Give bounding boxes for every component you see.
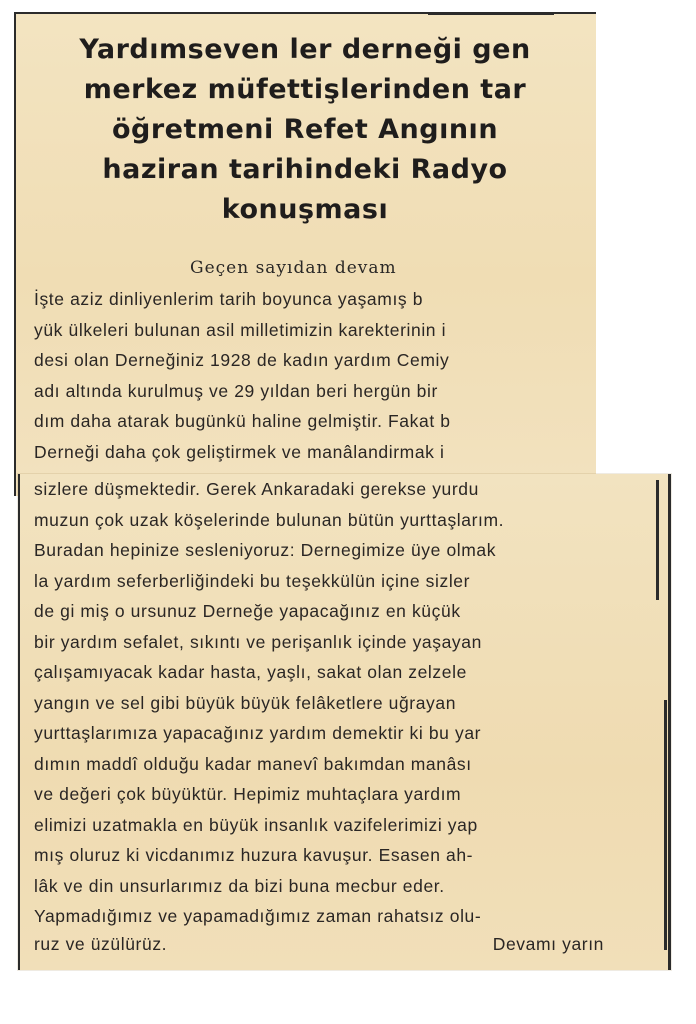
headline-line: öğretmeni Refet Angının xyxy=(111,114,499,145)
body-line: Yapmadığımız ve yapamadığımız zaman rahatsız olu- xyxy=(34,906,482,926)
body-line: desi olan Derneğiniz 1928 de kadın yardım Cemiy xyxy=(34,350,450,370)
body-line: bir yardım sefalet, sıkıntı ve perişanlık içinde yaşayan xyxy=(34,631,482,652)
top-rule xyxy=(428,12,554,15)
article-body-upper xyxy=(34,284,592,467)
body-line: Derneği daha çok geliştirmek ve manâlandirmak i xyxy=(34,441,445,462)
column-rule-right xyxy=(656,480,659,600)
headline-line: konuşması xyxy=(221,194,389,225)
article-headline xyxy=(30,30,580,230)
headline-line: Yardımseven ler derneği gen xyxy=(79,34,531,65)
body-line: muzun çok uzak köşelerinde bulunan bütün yurttaşlarım. xyxy=(34,509,505,530)
headline-line: merkez müfettişlerinden tar xyxy=(83,74,527,105)
body-line: de gi miş o ursunuz Derneğe yapacağınız en küçük xyxy=(34,601,461,621)
continued-from-label: Geçen sayıdan devam xyxy=(190,258,397,278)
body-line: yangın ve sel gibi büyük büyük felâketlere uğrayan xyxy=(34,692,457,713)
body-line: yük ülkeleri bulunan asil milletimizin karekterinin i xyxy=(34,319,447,340)
body-line: elimizi uzatmakla en büyük insanlık vazifelerimizi yap xyxy=(34,814,478,835)
body-line: yurttaşlarımıza yapacağınız yardım demektir ki bu yar xyxy=(34,723,482,743)
body-line: ve değeri çok büyüktür. Hepimiz muhtaçlara yardım xyxy=(34,784,462,804)
body-line: sizlere düşmektedir. Gerek Ankaradaki gerekse yurdu xyxy=(34,479,479,499)
body-line: çalışamıyacak kadar hasta, yaşlı, sakat olan zelzele xyxy=(34,662,467,682)
body-line: lâk ve din unsurlarımız da bizi buna mecbur eder. xyxy=(34,875,445,896)
column-rule-right-lower xyxy=(664,700,667,950)
body-line: İşte aziz dinliyenlerim tarih boyunca yaşamış b xyxy=(34,289,424,309)
last-body-line: ruz ve üzülürüz. xyxy=(34,934,168,954)
body-line: la yardım seferberliğindeki bu teşekkülün içine sizler xyxy=(34,570,471,591)
body-line: dımın maddî olduğu kadar manevî bakımdan manâsı xyxy=(34,753,472,774)
headline-line: haziran tarihindeki Radyo xyxy=(102,154,508,185)
continued-next-label: Devamı yarın xyxy=(492,934,604,954)
body-line: mış oluruz ki vicdanımız huzura kavuşur. Esasen ah- xyxy=(34,845,474,865)
body-line: Buradan hepinize sesleniyoruz: Dernegimize üye olmak xyxy=(34,540,497,560)
body-line: dım daha atarak bugünkü haline gelmiştir. Fakat b xyxy=(34,411,451,431)
article-body-lower xyxy=(34,474,650,932)
body-line: adı altında kurulmuş ve 29 yıldan beri hergün bir xyxy=(34,380,438,401)
article-closing-line xyxy=(34,934,614,955)
